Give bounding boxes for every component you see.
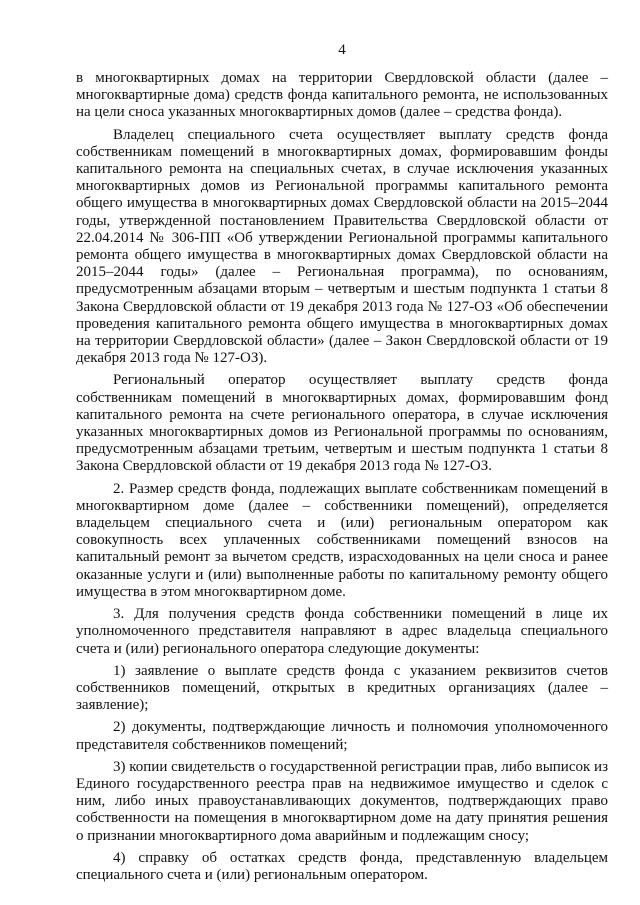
paragraph-intro-continuation: в многоквартирных домах на территории Свердловской области (далее – многоквартирные дома) средств фонда капитального ремонта, не использованных на цели сноса указанных многоквартирных домов (далее – средства фонда). bbox=[76, 70, 608, 121]
page-number: 4 bbox=[338, 42, 346, 58]
paragraph-clause-3: 3. Для получения средств фонда собственники помещений в лице их уполномоченного представителя направляют в адрес владельца специального счета и (или) регионального оператора следующие документы: bbox=[76, 606, 608, 657]
paragraph-regional-operator: Региональный оператор осуществляет выплату средств фонда собственникам помещений в многоквартирных домах, формировавшим фонд капитального ремонта на счете регионального оператора, в случае исключения указанных многоквартирных домов из Региональной программы по основаниям, предусмотренным абзацами третьим, четвертым и шестым подпункта 1 статьи 8 Закона Свердловской области от 19 декабря 2013 года № 127-ОЗ. bbox=[76, 372, 608, 475]
paragraph-clause-2: 2. Размер средств фонда, подлежащих выплате собственникам помещений в многоквартирном доме (далее – собственники помещений), определяется владельцем специального счета и (или) региональным оператором как совокупность всех уплаченных собственниками помещений взносов на капитальный ремонт за вычетом средств, израсходованных на цели сноса и ранее оказанные услуги и (или) выполненные работы по капитальному ремонту общего имущества в этом многоквартирном доме. bbox=[76, 480, 608, 600]
document-page bbox=[76, 40, 608, 889]
paragraph-special-account-owner: Владелец специального счета осуществляет выплату средств фонда собственникам помещений в многоквартирных домах, формировавшим фонды капитального ремонта на специальных счетах, в случае исключения указанных многоквартирных домов из Региональной программы капитального ремонта общего имущества в многоквартирных домах Свердловской области на 2015–2044 годы, утвержденной постановлением Правительства Свердловской области от 22.04.2014 № 306-ПП «Об утверждении Региональной программы капитального ремонта общего имущества в многоквартирных домах Свердловской области на 2015–2044 годы» (далее – Региональная программа), по основаниям, предусмотренным абзацами вторым – четвертым и шестым подпункта 1 статьи 8 Закона Свердловской области от 19 декабря 2013 года № 127-ОЗ «Об обеспечении проведения капитального ремонта общего имущества в многоквартирных домах на территории Свердловской области» (далее – Закон Свердловской области от 19 декабря 2013 года № 127-ОЗ). bbox=[76, 126, 608, 367]
list-item-1: 1) заявление о выплате средств фонда с указанием реквизитов счетов собственников помещений, открытых в кредитных организациях (далее – заявление); bbox=[76, 662, 608, 714]
list-item-2: 2) документы, подтверждающие личность и полномочия уполномоченного представителя собственников помещений; bbox=[76, 719, 608, 753]
list-item-3: 3) копии свидетельств о государственной регистрации прав, либо выписок из Единого государственного реестра прав на недвижимое имущество и сделок с ним, либо иных правоустанавливающих документов, подтверждающих право собственности на помещения в многоквартирном доме на дату принятия решения о признании многоквартирного дома аварийным и подлежащим сносу; bbox=[76, 758, 608, 844]
list-item-4: 4) справку об остатках средств фонда, представленную владельцем специального счета и (или) региональным оператором. bbox=[76, 849, 608, 883]
